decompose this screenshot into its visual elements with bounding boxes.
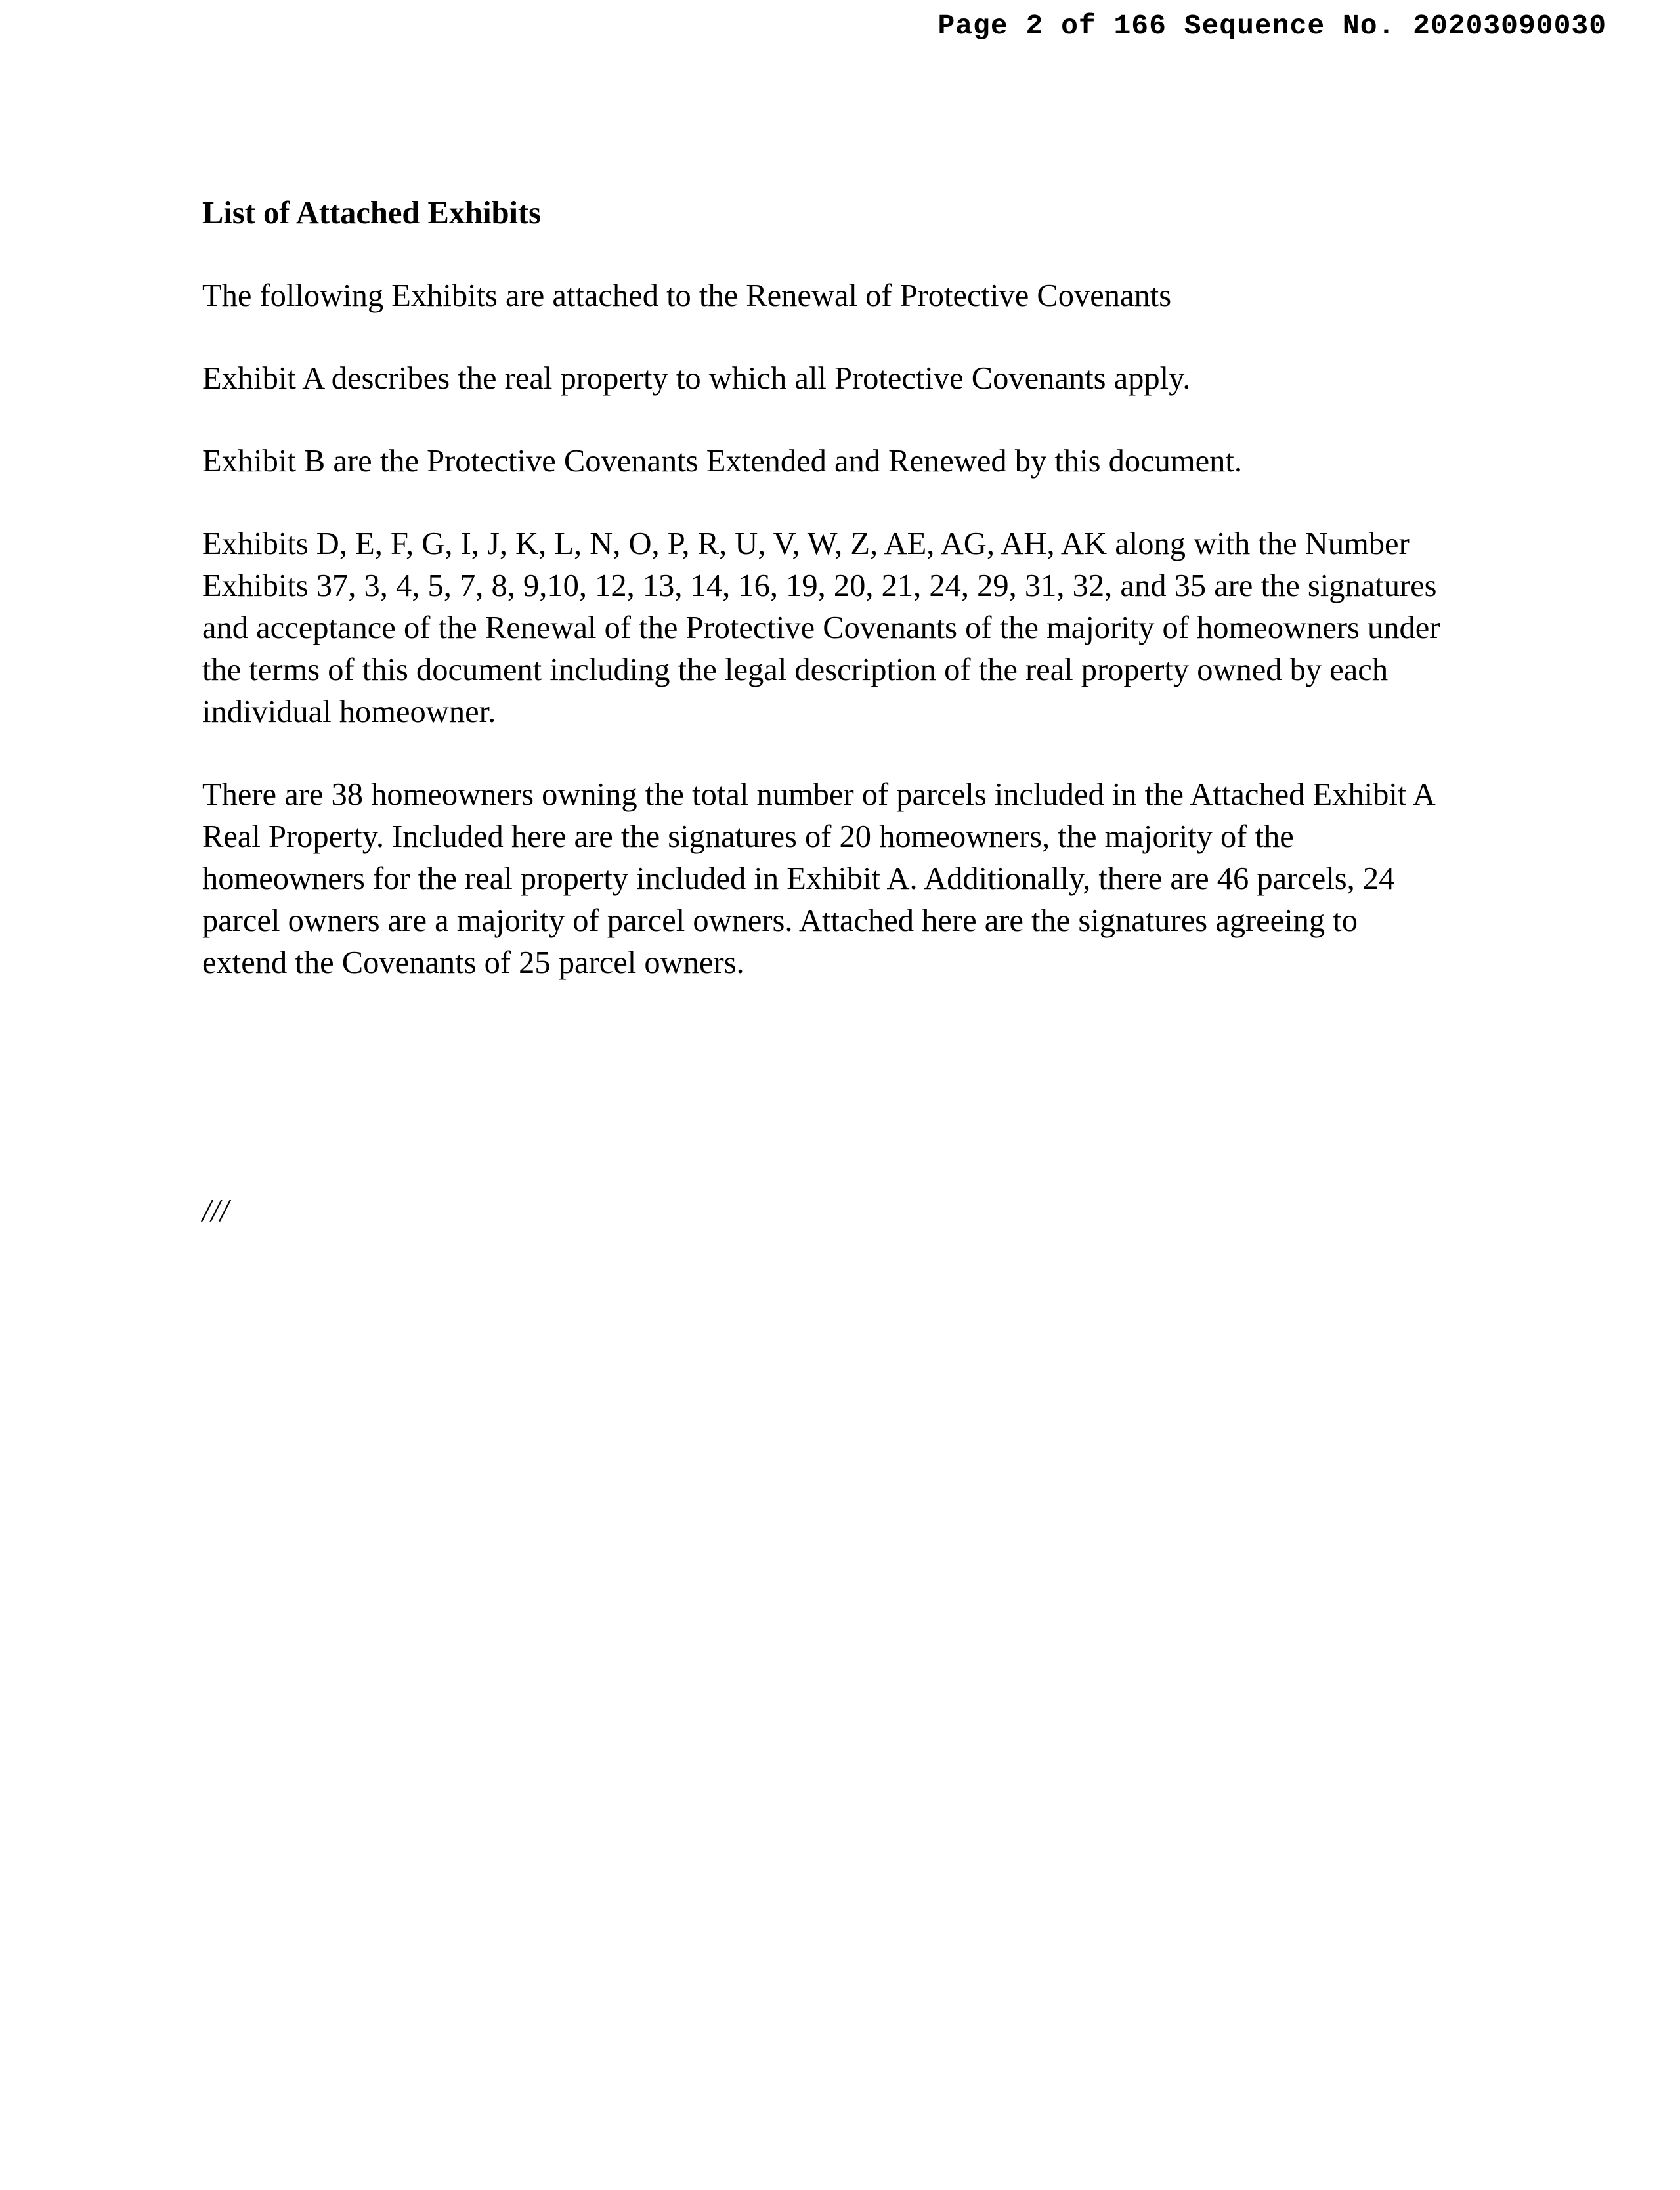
- page-sequence-stamp: Page 2 of 166 Sequence No. 20203090030: [937, 10, 1606, 42]
- paragraph-line: the terms of this document including the legal description of the real property owned by each: [202, 653, 1389, 687]
- paragraph-line: Exhibit A describes the real property to which all Protective Covenants apply.: [202, 361, 1191, 396]
- paragraph-line: There are 38 homeowners owning the total number of parcels included in the Attached Exhibit A: [202, 777, 1436, 812]
- paragraph-line: and acceptance of the Renewal of the Protective Covenants of the majority of homeowners under: [202, 611, 1440, 645]
- paragraph-homeowner-majority: [202, 774, 1502, 984]
- paragraph-line: Exhibits D, E, F, G, I, J, K, L, N, O, P, R, U, V, W, Z, AE, AG, AH, AK along with the Number: [202, 526, 1410, 561]
- paragraph-exhibits-intro: [202, 275, 1502, 317]
- document-body: [202, 192, 1502, 1025]
- paragraph-signature-exhibits: [202, 523, 1502, 733]
- paragraph-exhibit-b: [202, 440, 1502, 483]
- paragraph-line: Exhibits 37, 3, 4, 5, 7, 8, 9,10, 12, 13, 14, 16, 19, 20, 21, 24, 29, 31, 32, and 35 are the signatures: [202, 569, 1437, 603]
- paragraph-line: individual homeowner.: [202, 695, 496, 729]
- paragraph-line: parcel owners are a majority of parcel owners. Attached here are the signatures agreeing to: [202, 903, 1358, 938]
- end-of-text-mark: ///: [202, 1193, 229, 1228]
- paragraph-line: Real Property. Included here are the signatures of 20 homeowners, the majority of the: [202, 819, 1294, 854]
- paragraph-exhibit-a: [202, 358, 1502, 400]
- document-heading: List of Attached Exhibits: [202, 196, 542, 230]
- paragraph-line: homeowners for the real property included in Exhibit A. Additionally, there are 46 parcels, 24: [202, 861, 1395, 896]
- paragraph-line: Exhibit B are the Protective Covenants Extended and Renewed by this document.: [202, 444, 1242, 479]
- paragraph-line: extend the Covenants of 25 parcel owners.: [202, 945, 744, 980]
- paragraph-line: The following Exhibits are attached to the Renewal of Protective Covenants: [202, 278, 1172, 313]
